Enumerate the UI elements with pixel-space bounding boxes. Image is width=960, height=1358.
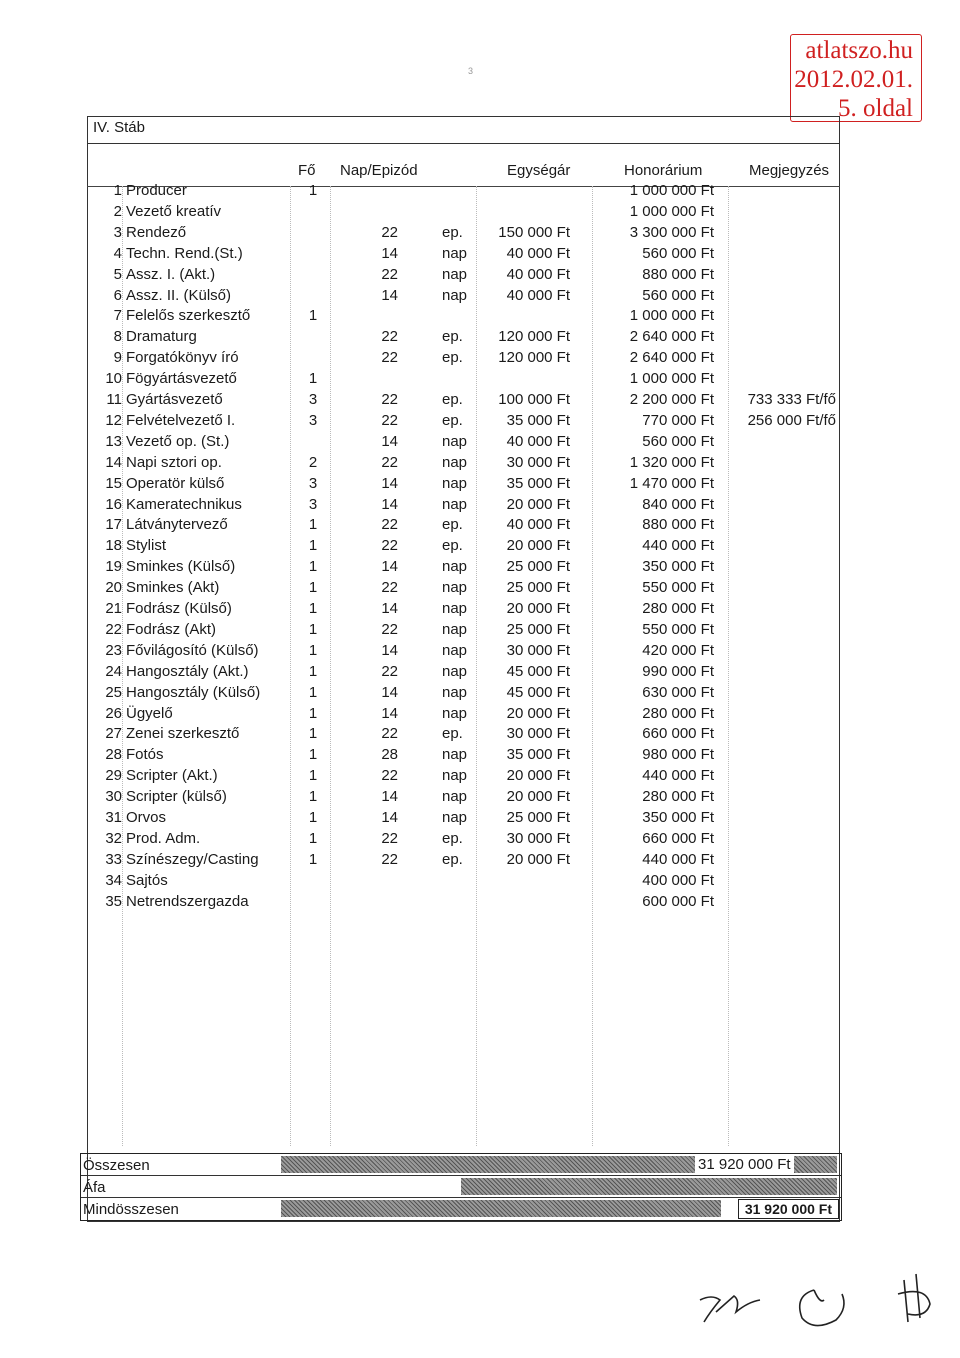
unit-label: nap: [442, 641, 468, 659]
row-number: 13: [105, 432, 122, 450]
header-price: Egységár: [507, 162, 571, 179]
stamp-page: 5. oldal: [838, 95, 913, 122]
row-number: 35: [105, 892, 122, 910]
fee: 770 000 Ft: [642, 411, 714, 429]
table-row: [0, 370, 960, 391]
row-number: 3: [113, 223, 122, 241]
row-number: 15: [105, 474, 122, 492]
vat-row: [81, 1176, 841, 1198]
row-number: 22: [105, 620, 122, 638]
role-name: Ügyelő: [126, 704, 173, 722]
role-name: Scripter (Akt.): [126, 767, 218, 785]
role-name: Scripter (külső): [126, 788, 227, 806]
day-count: 14: [381, 495, 398, 513]
table-row: [0, 788, 960, 809]
role-name: Sminkes (Külső): [126, 558, 236, 576]
fee: 440 000 Ft: [642, 850, 714, 868]
fee: 660 000 Ft: [642, 829, 714, 847]
unit-price: 30 000 Ft: [506, 641, 570, 659]
role-name: Rendező: [126, 223, 187, 241]
table-row: [0, 579, 960, 600]
unit-label: nap: [442, 746, 468, 764]
unit-label: nap: [442, 558, 468, 576]
day-count: 22: [381, 537, 398, 555]
headcount: 3: [308, 495, 318, 513]
fee: 350 000 Ft: [642, 558, 714, 576]
note: 256 000 Ft/fő: [747, 411, 836, 429]
unit-label: nap: [442, 286, 468, 304]
table-row: [0, 872, 960, 893]
unit-label: nap: [442, 432, 468, 450]
unit-price: 30 000 Ft: [506, 453, 570, 471]
role-name: Techn. Rend.(St.): [126, 244, 243, 262]
day-count: 22: [381, 391, 398, 408]
day-count: 14: [381, 600, 398, 617]
unit-price: 25 000 Ft: [506, 809, 570, 826]
headcount: 1: [308, 182, 318, 199]
unit-label: nap: [442, 474, 468, 492]
headcount: 1: [308, 746, 318, 764]
row-number: 32: [105, 829, 122, 847]
fee: 880 000 Ft: [642, 516, 714, 534]
unit-label: nap: [442, 788, 468, 806]
day-count: 14: [381, 809, 398, 826]
day-count: 22: [381, 223, 398, 241]
stamp-site: atlatszo.hu: [805, 37, 913, 64]
headcount: 1: [308, 662, 318, 680]
unit-label: ep.: [442, 537, 463, 555]
table-row: [0, 537, 960, 558]
handwritten-signature: [690, 1260, 950, 1340]
headcount: 1: [308, 370, 318, 388]
table-row: [0, 391, 960, 412]
table-row: [0, 642, 960, 663]
unit-price: 120 000 Ft: [498, 328, 570, 346]
row-number: 5: [113, 265, 122, 283]
row-number: 16: [105, 495, 122, 513]
day-count: 14: [381, 244, 398, 262]
unit-label: nap: [442, 683, 468, 701]
fee: 560 000 Ft: [642, 286, 714, 304]
subtotal-label: Összesen: [83, 1157, 150, 1174]
unit-label: nap: [442, 244, 468, 262]
unit-label: nap: [442, 600, 468, 617]
table-row: [0, 725, 960, 746]
unit-label: ep.: [442, 223, 463, 241]
page-mark: 3: [468, 66, 474, 76]
day-count: 22: [381, 725, 398, 743]
role-name: Netrendszergazda: [126, 892, 249, 910]
fee: 1 470 000 Ft: [629, 474, 714, 492]
unit-price: 45 000 Ft: [506, 683, 570, 701]
subtotal-row: [81, 1154, 841, 1176]
unit-price: 35 000 Ft: [506, 474, 570, 492]
role-name: Forgatókönyv író: [126, 349, 239, 367]
table-row: [0, 454, 960, 475]
role-name: Fotós: [126, 746, 164, 764]
fee: 630 000 Ft: [642, 683, 714, 701]
table-row: [0, 475, 960, 496]
section-bar: [87, 116, 840, 144]
unit-label: nap: [442, 579, 468, 597]
headcount: 3: [308, 474, 318, 492]
headcount: 1: [308, 829, 318, 847]
table-row: [0, 412, 960, 433]
unit-price: 40 000 Ft: [506, 432, 570, 450]
role-name: Vezető op. (St.): [126, 432, 230, 450]
row-number: 28: [105, 746, 122, 764]
row-number: 17: [105, 516, 122, 534]
grand-total-row: [81, 1198, 841, 1220]
unit-label: ep.: [442, 411, 463, 429]
unit-price: 20 000 Ft: [506, 600, 570, 617]
unit-price: 40 000 Ft: [506, 286, 570, 304]
fee: 560 000 Ft: [642, 432, 714, 450]
table-row: [0, 203, 960, 224]
fee: 400 000 Ft: [642, 871, 714, 889]
row-number: 24: [105, 662, 122, 680]
unit-price: 20 000 Ft: [506, 495, 570, 513]
fee: 420 000 Ft: [642, 641, 714, 659]
headcount: 1: [308, 558, 318, 576]
unit-price: 25 000 Ft: [506, 620, 570, 638]
fee: 350 000 Ft: [642, 809, 714, 826]
role-name: Színészegy/Casting: [126, 850, 259, 868]
row-number: 19: [105, 558, 122, 576]
headcount: 1: [308, 620, 318, 638]
row-number: 26: [105, 704, 122, 722]
row-number: 27: [105, 725, 122, 743]
table-row: [0, 516, 960, 537]
day-count: 22: [381, 850, 398, 868]
table-row: [0, 851, 960, 872]
fee: 990 000 Ft: [642, 662, 714, 680]
fee: 880 000 Ft: [642, 265, 714, 283]
role-name: Fővilágosító (Külső): [126, 641, 259, 659]
fee: 1 000 000 Ft: [629, 370, 714, 388]
day-count: 14: [381, 474, 398, 492]
unit-label: nap: [442, 265, 468, 283]
day-count: 22: [381, 662, 398, 680]
table-row: [0, 245, 960, 266]
header-fo: Fő: [298, 162, 316, 179]
role-name: Operatör külső: [126, 474, 225, 492]
unit-label: ep.: [442, 328, 463, 346]
row-number: 4: [113, 244, 122, 262]
unit-label: ep.: [442, 829, 463, 847]
day-count: 22: [381, 328, 398, 346]
headcount: 1: [308, 725, 318, 743]
role-name: Kameratechnikus: [126, 495, 242, 513]
role-name: Hangosztály (Akt.): [126, 662, 249, 680]
unit-price: 20 000 Ft: [506, 850, 570, 868]
role-name: Fodrász (Akt): [126, 620, 217, 638]
role-name: Stylist: [126, 537, 167, 555]
watermark-stamp: [790, 34, 922, 122]
unit-label: nap: [442, 809, 468, 826]
fee: 2 640 000 Ft: [629, 349, 714, 367]
fee: 550 000 Ft: [642, 620, 714, 638]
headcount: 1: [308, 641, 318, 659]
unit-price: 20 000 Ft: [506, 767, 570, 785]
header-honor: Honorárium: [624, 162, 703, 179]
fee: 1 000 000 Ft: [629, 307, 714, 325]
headcount: 1: [308, 579, 318, 597]
headcount: 1: [308, 307, 318, 325]
day-count: 14: [381, 683, 398, 701]
day-count: 14: [381, 788, 398, 806]
fee: 280 000 Ft: [642, 704, 714, 722]
role-name: Prod. Adm.: [126, 829, 201, 847]
unit-price: 30 000 Ft: [506, 725, 570, 743]
row-number: 2: [113, 202, 122, 220]
unit-label: ep.: [442, 349, 463, 367]
table-row: [0, 307, 960, 328]
unit-price: 25 000 Ft: [506, 558, 570, 576]
unit-price: 35 000 Ft: [506, 746, 570, 764]
day-count: 28: [381, 746, 398, 764]
table-row: [0, 830, 960, 851]
headcount: 3: [308, 391, 318, 408]
headcount: 1: [308, 516, 318, 534]
table-row: [0, 663, 960, 684]
role-name: Vezető kreatív: [126, 202, 222, 220]
table-row: [0, 684, 960, 705]
totals-box: [80, 1153, 842, 1221]
headcount: 1: [308, 788, 318, 806]
table-row: [0, 767, 960, 788]
role-name: Sminkes (Akt): [126, 579, 220, 597]
fee: 1 000 000 Ft: [629, 182, 714, 199]
day-count: 22: [381, 453, 398, 471]
row-number: 11: [106, 391, 122, 408]
row-number: 18: [105, 537, 122, 555]
row-number: 1: [113, 182, 122, 199]
day-count: 22: [381, 579, 398, 597]
table-row: [0, 705, 960, 726]
row-number: 9: [113, 349, 122, 367]
day-count: 22: [381, 516, 398, 534]
fee: 550 000 Ft: [642, 579, 714, 597]
vat-label: Áfa: [83, 1179, 106, 1196]
day-count: 22: [381, 767, 398, 785]
row-number: 30: [105, 788, 122, 806]
header-note: Megjegyzés: [749, 162, 830, 179]
fee: 2 640 000 Ft: [629, 328, 714, 346]
day-count: 22: [381, 411, 398, 429]
fee: 980 000 Ft: [642, 746, 714, 764]
unit-price: 120 000 Ft: [498, 349, 570, 367]
role-name: Dramaturg: [126, 328, 197, 346]
unit-price: 20 000 Ft: [506, 537, 570, 555]
day-count: 22: [381, 620, 398, 638]
unit-label: nap: [442, 620, 468, 638]
table-row: [0, 349, 960, 370]
table-row: [0, 621, 960, 642]
table-row: [0, 182, 960, 203]
role-name: Napi sztori op.: [126, 453, 222, 471]
unit-label: nap: [442, 662, 468, 680]
fee: 840 000 Ft: [642, 495, 714, 513]
fee: 3 300 000 Ft: [629, 223, 714, 241]
unit-price: 40 000 Ft: [506, 265, 570, 283]
role-name: Assz. I. (Akt.): [126, 265, 216, 283]
grand-total-value: 31 920 000 Ft: [738, 1199, 839, 1219]
shaded-cell: [281, 1200, 721, 1217]
headcount: 1: [308, 704, 318, 722]
unit-label: nap: [442, 453, 468, 471]
headcount: 1: [308, 767, 318, 785]
headcount: 1: [308, 683, 318, 701]
grand-total-label: Mindösszesen: [83, 1201, 179, 1218]
row-number: 34: [105, 871, 122, 889]
row-number: 14: [105, 453, 122, 471]
table-row: [0, 600, 960, 621]
fee: 2 200 000 Ft: [629, 391, 714, 408]
shaded-cell: [461, 1178, 837, 1195]
row-number: 33: [105, 850, 122, 868]
row-number: 31: [105, 809, 122, 826]
table-row: [0, 558, 960, 579]
row-number: 7: [113, 307, 122, 325]
fee: 660 000 Ft: [642, 725, 714, 743]
fee: 1 000 000 Ft: [629, 202, 714, 220]
role-name: Fodrász (Külső): [126, 600, 232, 617]
unit-label: ep.: [442, 725, 463, 743]
row-number: 6: [113, 286, 122, 304]
row-number: 23: [105, 641, 122, 659]
unit-price: 20 000 Ft: [506, 704, 570, 722]
headcount: 3: [308, 411, 318, 429]
subtotal-value: 31 920 000 Ft: [695, 1156, 794, 1173]
unit-label: ep.: [442, 850, 463, 868]
fee: 280 000 Ft: [642, 600, 714, 617]
table-row: [0, 809, 960, 830]
day-count: 22: [381, 265, 398, 283]
row-number: 8: [113, 328, 122, 346]
fee: 440 000 Ft: [642, 767, 714, 785]
row-number: 29: [105, 767, 122, 785]
day-count: 22: [381, 829, 398, 847]
fee: 600 000 Ft: [642, 892, 714, 910]
row-number: 21: [105, 600, 122, 617]
unit-label: nap: [442, 704, 468, 722]
table-row: [0, 224, 960, 245]
role-name: Zenei szerkesztő: [126, 725, 240, 743]
unit-label: nap: [442, 495, 468, 513]
role-name: Felvételvezető I.: [126, 411, 236, 429]
row-number: 25: [105, 683, 122, 701]
role-name: Producer: [126, 182, 187, 199]
role-name: Assz. II. (Külső): [126, 286, 232, 304]
table-row: [0, 746, 960, 767]
fee: 1 320 000 Ft: [629, 453, 714, 471]
unit-label: ep.: [442, 391, 463, 408]
table-row: [0, 496, 960, 517]
role-name: Felelős szerkesztő: [126, 307, 251, 325]
row-number: 10: [105, 370, 122, 388]
fee: 560 000 Ft: [642, 244, 714, 262]
headcount: 2: [308, 453, 318, 471]
role-name: Látványtervező: [126, 516, 228, 534]
role-name: Fögyártásvezető: [126, 370, 237, 388]
unit-price: 35 000 Ft: [506, 411, 570, 429]
unit-price: 45 000 Ft: [506, 662, 570, 680]
headcount: 1: [308, 600, 318, 617]
day-count: 14: [381, 641, 398, 659]
header-nap: Nap/Epizód: [340, 162, 418, 179]
table-row: [0, 328, 960, 349]
unit-price: 150 000 Ft: [498, 223, 570, 241]
headcount: 1: [308, 809, 318, 826]
role-name: Orvos: [126, 809, 167, 826]
stamp-date: 2012.02.01.: [794, 66, 913, 93]
row-number: 12: [105, 411, 122, 429]
unit-price: 100 000 Ft: [498, 391, 570, 408]
table-row: [0, 287, 960, 308]
role-name: Gyártásvezető: [126, 391, 223, 408]
fee: 440 000 Ft: [642, 537, 714, 555]
table-row: [0, 893, 960, 914]
note: 733 333 Ft/fő: [747, 391, 836, 408]
unit-label: ep.: [442, 516, 463, 534]
unit-price: 40 000 Ft: [506, 516, 570, 534]
unit-price: 25 000 Ft: [506, 579, 570, 597]
role-name: Hangosztály (Külső): [126, 683, 261, 701]
day-count: 14: [381, 432, 398, 450]
unit-price: 20 000 Ft: [506, 788, 570, 806]
section-title: IV. Stáb: [93, 119, 145, 136]
day-count: 14: [381, 286, 398, 304]
day-count: 22: [381, 349, 398, 367]
table-row: [0, 266, 960, 287]
headcount: 1: [308, 850, 318, 868]
role-name: Sajtós: [126, 871, 168, 889]
row-number: 20: [105, 579, 122, 597]
day-count: 14: [381, 704, 398, 722]
headcount: 1: [308, 537, 318, 555]
table-row: [0, 433, 960, 454]
fee: 280 000 Ft: [642, 788, 714, 806]
unit-price: 40 000 Ft: [506, 244, 570, 262]
day-count: 14: [381, 558, 398, 576]
unit-label: nap: [442, 767, 468, 785]
unit-price: 30 000 Ft: [506, 829, 570, 847]
